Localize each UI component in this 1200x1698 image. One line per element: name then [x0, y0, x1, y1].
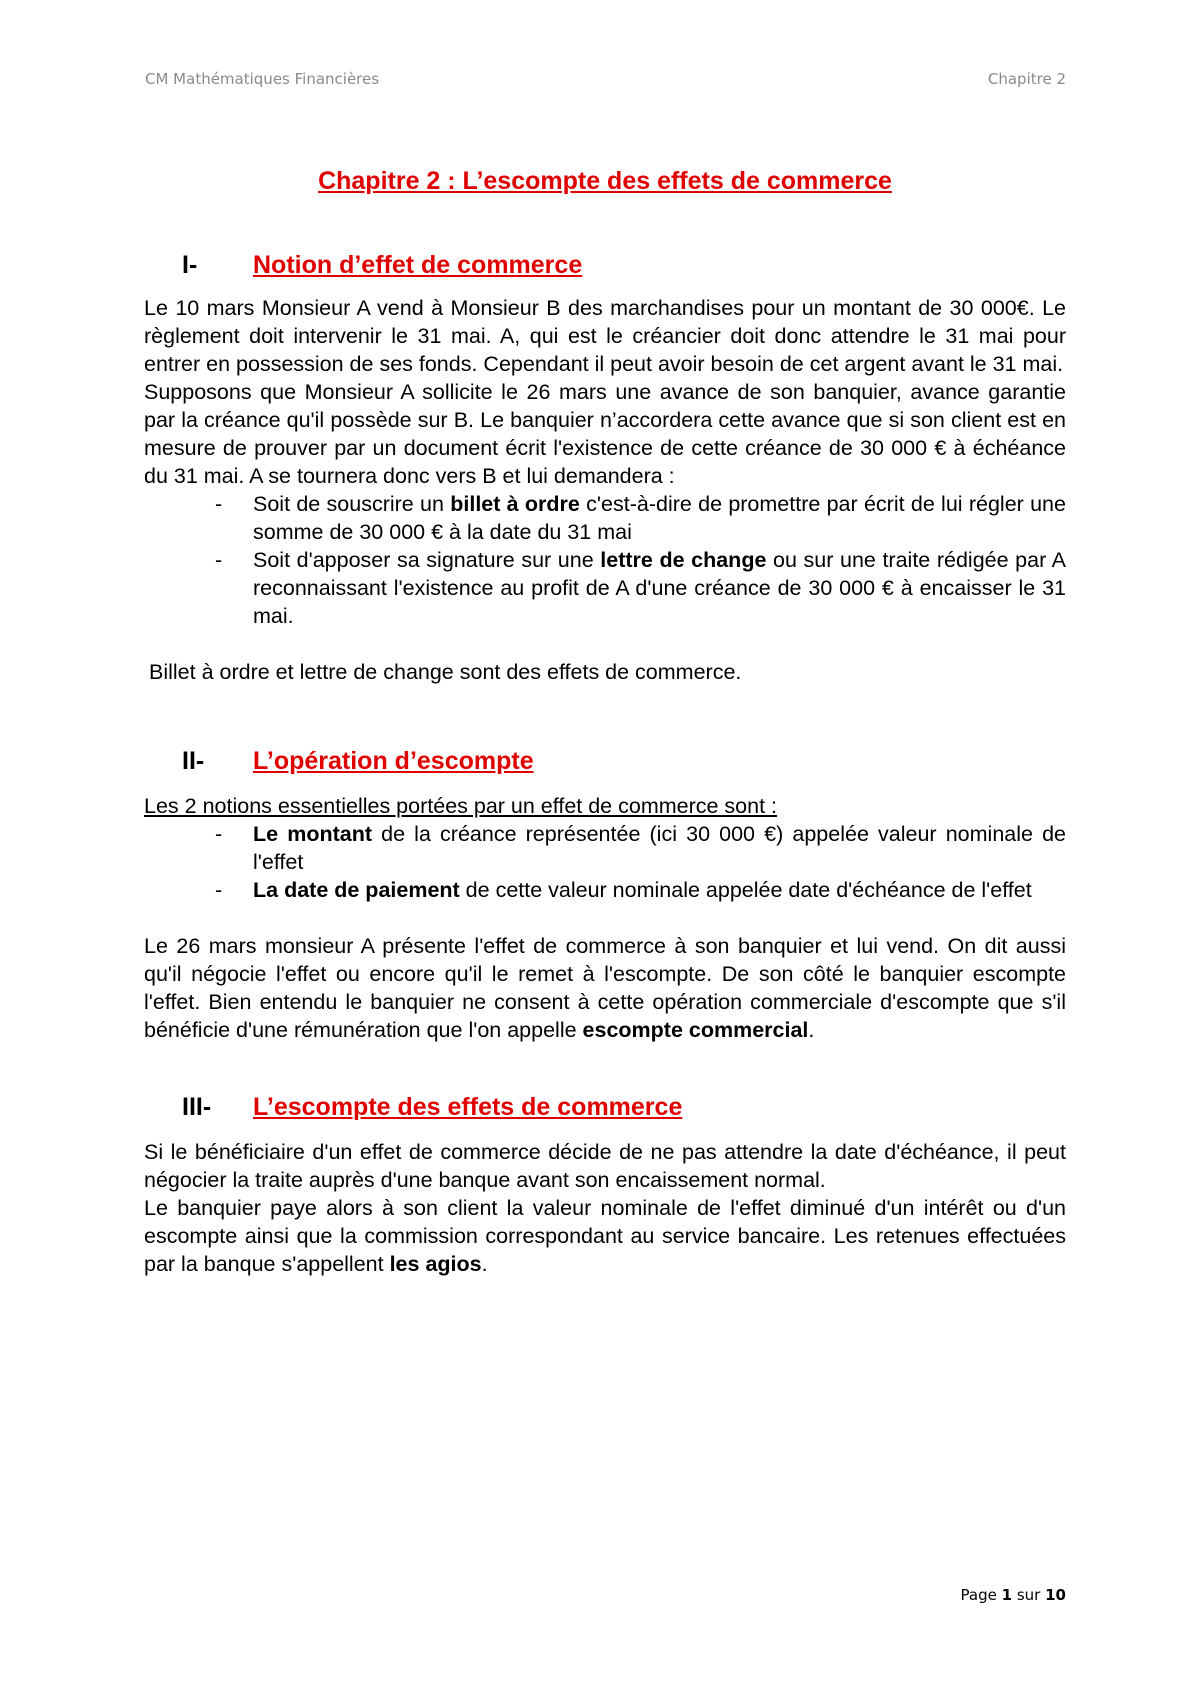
section-number: III- [182, 1093, 212, 1121]
bold-term: les agios [389, 1252, 482, 1276]
paragraph: Le 10 mars Monsieur A vend à Monsieur B des marchandises pour un montant de 30 000€. Le règlement doit intervenir le 31 mai. A, qui est le créancier doit donc attendre le 31 mai pour entrer en possession de ses fonds. Cependant il peut avoir besoin de cet argent avant le 31 mai. [144, 296, 1066, 376]
bullet-list [144, 820, 1066, 904]
paragraph-text: Le 26 mars monsieur A présente l'effet de commerce à son banquier et lui vend. On dit aussi qu'il négocie l'effet ou encore qu'il le remet à l'escompte. De son côté le banquier escompte l'effet. Bien entendu le banquier ne consent à cette opération commerciale d'escompte que s'il bénéficie d'une rémunération que l'on appelle [144, 934, 1066, 1042]
list-text: c'est-à-dire de promettre par écrit de lui régler une somme de 30 000 € à la date du 31 mai [253, 492, 1066, 544]
page-title: Chapitre 2 : L’escompte des effets de commerce [318, 167, 892, 195]
section-heading-2 [144, 746, 1066, 776]
dash-marker: - [215, 822, 223, 846]
paragraph: Supposons que Monsieur A sollicite le 26 mars une avance de son banquier, avance garantie par la créance qu'il possède sur B. Le banquier n’accordera cette avance que si son client est en mesure de prouver par un document écrit l'existence de cette créance de 30 000 € à échéance du 31 mai. A se tournera donc vers B et lui demandera : [144, 380, 1066, 488]
list-item [215, 820, 1067, 876]
paragraph-conclusion: Billet à ordre et lettre de change sont des effets de commerce. [149, 660, 742, 684]
list-item [215, 876, 1066, 904]
section-number: II- [182, 747, 205, 775]
paragraph: Si le bénéficiaire d'un effet de commerce décide de ne pas attendre la date d'échéance, il peut négocier la traite auprès d'une banque avant son encaissement normal. [144, 1140, 1066, 1192]
page-number: 1 [1001, 1586, 1013, 1604]
list-text: Soit de souscrire un [253, 492, 451, 516]
paragraph-text: . [808, 1018, 815, 1042]
section-heading-1 [144, 250, 1066, 280]
bullet-list [144, 490, 1066, 630]
document-body [144, 166, 1066, 1278]
list-text: Soit d'apposer sa signature sur une [253, 548, 601, 572]
list-item [215, 546, 1066, 630]
bold-term: lettre de change [600, 548, 767, 572]
of-label: sur [1016, 1586, 1041, 1604]
section-title: L’escompte des effets de commerce [253, 1093, 683, 1121]
paragraph [144, 1194, 1066, 1278]
paragraph [144, 932, 1066, 1044]
bold-term: Le montant [253, 822, 373, 846]
section-number: I- [182, 251, 198, 279]
list-text: de la créance représentée (ici 30 000 €) appelée valeur nominale de l'effet [253, 822, 1067, 874]
bold-term: La date de paiement [253, 878, 460, 902]
page-label: Page [960, 1586, 997, 1604]
section-title: L’opération d’escompte [253, 747, 534, 775]
page-total: 10 [1045, 1586, 1066, 1604]
page-footer [961, 1586, 1066, 1604]
section-heading-3 [144, 1092, 1066, 1122]
paragraph-text: Le banquier paye alors à son client la valeur nominale de l'effet diminué d'un intérêt ou d'un escompte ainsi que la commission correspondant au service bancaire. Les retenues effectuées par la banque s'appellent [144, 1196, 1066, 1276]
header-course-title: CM Mathématiques Financières [145, 70, 380, 88]
bold-term: billet à ordre [450, 492, 580, 516]
list-item [215, 490, 1066, 546]
list-text: de cette valeur nominale appelée date d'échéance de l'effet [459, 878, 1032, 902]
list-text: ou sur une traite rédigée par A reconnaissant l'existence au profit de A d'une créance de 30 000 € à encaisser le 31 mai. [253, 548, 1066, 628]
paragraph-intro: Les 2 notions essentielles portées par un effet de commerce sont : [144, 794, 778, 818]
header-chapter: Chapitre 2 [987, 70, 1066, 88]
bold-term: escompte commercial [582, 1018, 809, 1042]
dash-marker: - [215, 492, 223, 516]
dash-marker: - [215, 548, 223, 572]
dash-marker: - [215, 878, 223, 902]
section-title: Notion d’effet de commerce [253, 251, 583, 279]
paragraph-text: . [481, 1252, 488, 1276]
